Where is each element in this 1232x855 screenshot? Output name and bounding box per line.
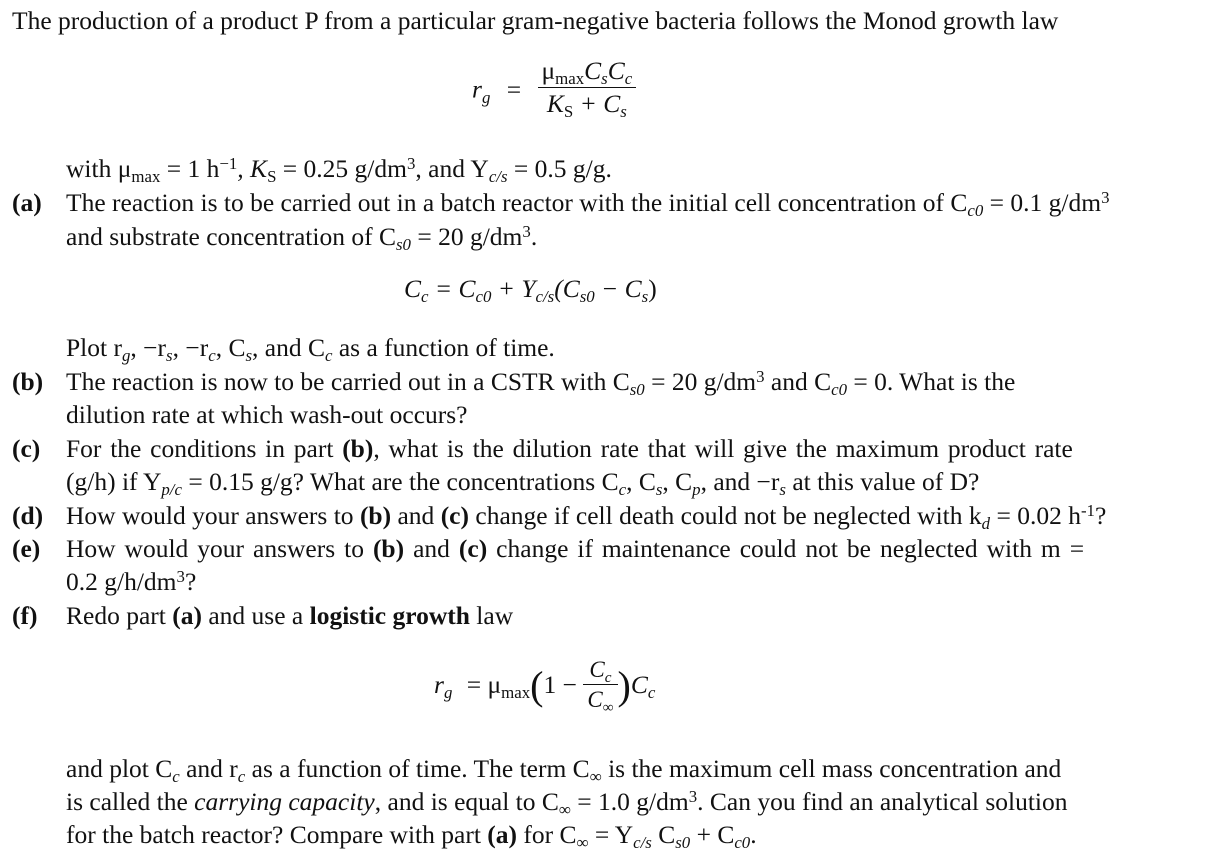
part-c-label: (c) xyxy=(12,434,41,463)
plot-instruction: Plot $r_g$, $-r_s$, $-r_c$, $C_s$, and $C_c$ as a function of time. xyxy=(66,333,555,366)
part-d-label: (d) xyxy=(12,501,44,530)
logistic-equation: $r_g = \mu_{max}(1$ − $\frac{C_c}{C_\infty}$ )$C_c$ xyxy=(434,657,656,716)
part-b-line1: The reaction is now to be carried out in a CSTR with $C_{s0} = 20$ $g/dm^3$ and $C_{c0} = 0$. What is the xyxy=(66,367,1016,400)
part-e-line1: How would your answers to (b) and (c) change if maintenance could not be neglected with m = xyxy=(66,534,1085,563)
part-f-label: (f) xyxy=(12,601,38,630)
part-a-line2: and substrate concentration of $C_{s0} = 20$ $g/dm^3$. xyxy=(66,222,538,255)
part-a-label: (a) xyxy=(12,188,42,217)
part-c-line1: For the conditions in part (b), what is the dilution rate that will give the maximum product rate xyxy=(66,434,1073,463)
part-a-line1: The reaction is to be carried out in a batch reactor with the initial cell concentration of $C_{c0} = 0.1$ $g/dm^3$ xyxy=(66,188,1110,221)
parameters-line: with $\mu_{max} = 1$ $h^{-1}$, $K_S = 0.25$ $g/dm^3$, and $Y_{c/s} = 0.5$ g/g. xyxy=(66,154,612,187)
part-c-line2: (g/h) if $Y_{p/c} = 0.15$ g/g? What are the concentrations $C_c$, $C_s$, $C_p$, and $-r_s$ at this value of D? xyxy=(66,467,980,500)
closing-line2: is called the carrying capacity, and is equal to $C_\infty = 1.0$ $g/dm^3$. Can you find an analytical solution xyxy=(66,787,1068,820)
part-e-line2: 0.2 $g/h/dm^3$? xyxy=(66,567,197,596)
closing-line3: for the batch reactor? Compare with part (a) for $C_\infty = Y_{c/s}$ $C_{s0} + C_{c0}$. xyxy=(66,820,757,853)
part-d-line1: How would your answers to (b) and (c) change if cell death could not be neglected with $k_d = 0.02$ $h^{-1}$? xyxy=(66,501,1107,534)
closing-line1: and plot $C_c$ and $r_c$ as a function of time. The term $C_\infty$ is the maximum cell mass concentration and xyxy=(66,754,1062,787)
monod-equation: $r_g$ = $\frac{\mu_{max}C_sC_c}{K_S + C_s}$ xyxy=(472,58,636,116)
part-b-line2: dilution rate at which wash-out occurs? xyxy=(66,400,468,429)
part-f-line1: Redo part (a) and use a logistic growth law xyxy=(66,601,514,630)
cell-balance-equation: $C_c = C_{c0} + Y_{c/s}(C_{s0} - C_s)$ xyxy=(404,274,657,307)
intro-text: The production of a product P from a particular gram-negative bacteria follows the Monod growth law xyxy=(12,6,1059,35)
part-b-label: (b) xyxy=(12,367,44,396)
part-e-label: (e) xyxy=(12,534,41,563)
